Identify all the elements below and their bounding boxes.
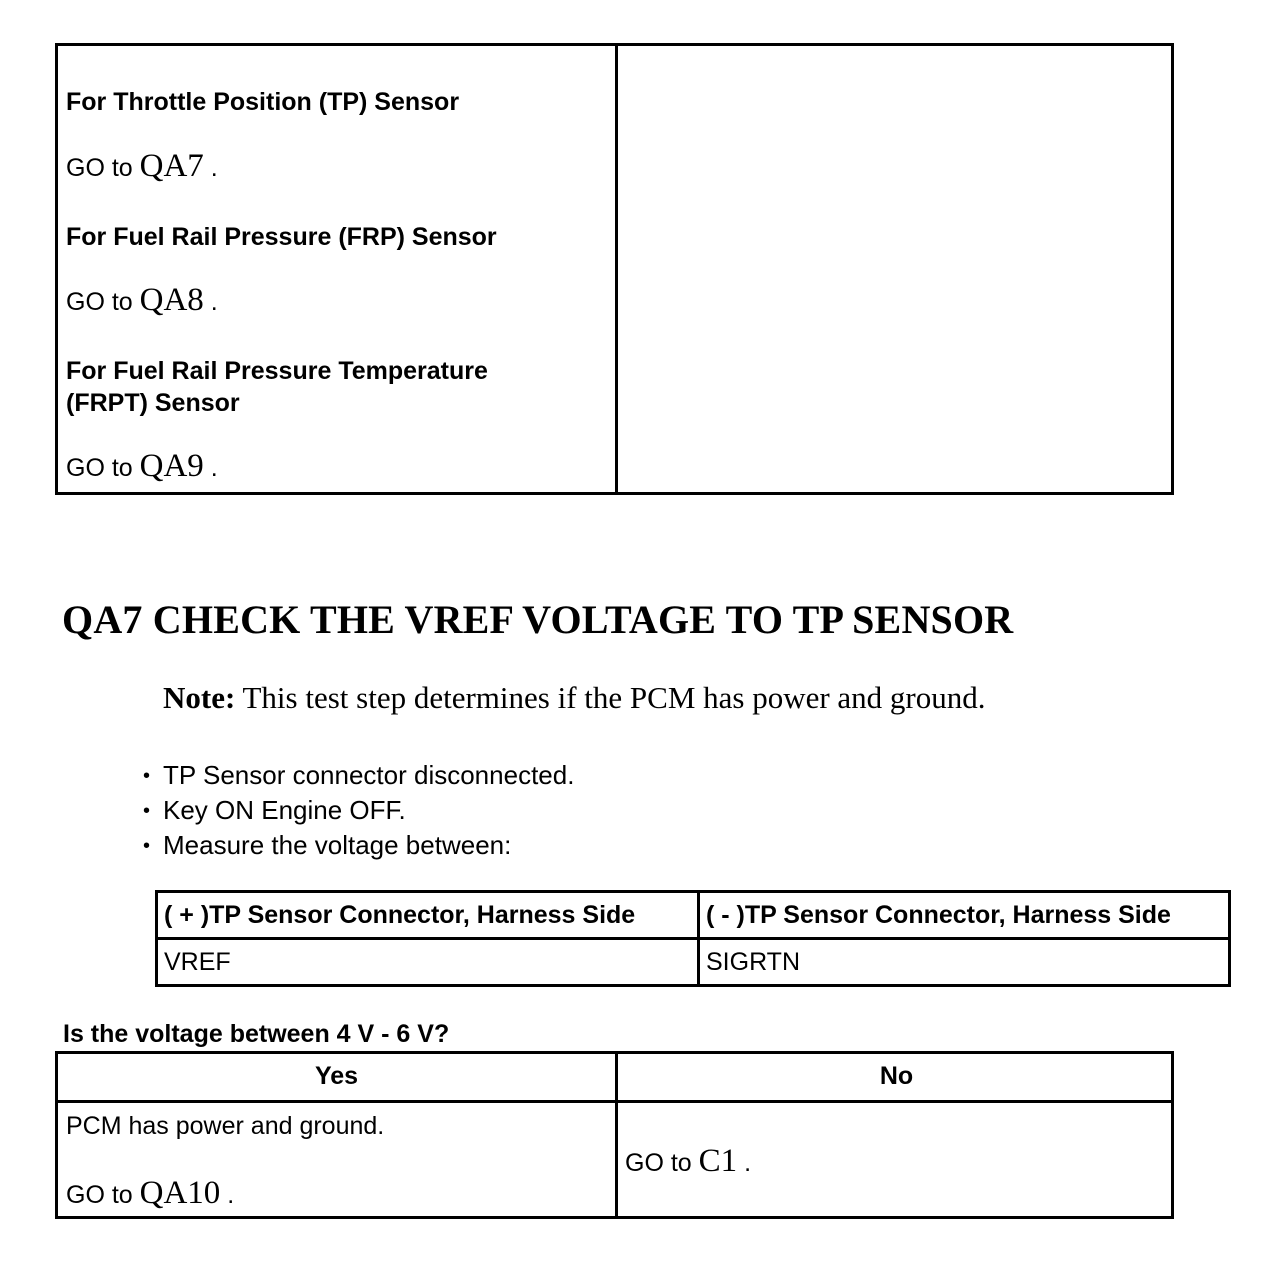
period: . xyxy=(210,288,218,316)
go-to-text: GO to xyxy=(625,1149,692,1177)
no-header: No xyxy=(879,1062,914,1090)
list-item-text: TP Sensor connector disconnected. xyxy=(163,760,575,790)
go-to-text: GO to xyxy=(66,154,133,182)
table-divider xyxy=(58,1100,1171,1103)
frpt-sensor-heading-line1: For Fuel Rail Pressure Temperature xyxy=(66,357,488,385)
yes-header: Yes xyxy=(314,1062,359,1090)
note-label: Note: xyxy=(163,680,236,715)
positive-connector-header: ( + )TP Sensor Connector, Harness Side xyxy=(157,892,699,939)
tp-go-to-line xyxy=(66,149,218,185)
frp-sensor-heading: For Fuel Rail Pressure (FRP) Sensor xyxy=(66,223,497,251)
measurement-table xyxy=(155,890,1231,987)
bullet-icon: • xyxy=(143,835,151,857)
period: . xyxy=(210,454,218,482)
note xyxy=(163,680,986,716)
section-heading: QA7 CHECK THE VREF VOLTAGE TO TP SENSOR xyxy=(62,597,1014,642)
list-item-text: Key ON Engine OFF. xyxy=(163,795,406,825)
negative-pin-cell: SIGRTN xyxy=(699,939,1230,986)
frpt-go-to-line xyxy=(66,449,218,485)
yes-no-table xyxy=(55,1051,1174,1219)
list-item-text: Measure the voltage between: xyxy=(163,830,512,860)
table-divider xyxy=(615,46,618,492)
positive-pin-cell: VREF xyxy=(157,939,699,986)
frpt-sensor-heading-line2: (FRPT) Sensor xyxy=(66,389,240,417)
c1-link[interactable]: C1 xyxy=(698,1143,738,1179)
period: . xyxy=(744,1149,752,1177)
period: . xyxy=(227,1181,235,1209)
procedure-list xyxy=(143,758,574,863)
go-to-text: GO to xyxy=(66,288,133,316)
qa10-link[interactable]: QA10 xyxy=(139,1175,221,1211)
sensor-selection-table xyxy=(55,43,1174,495)
go-to-text: GO to xyxy=(66,1181,133,1209)
bullet-icon: • xyxy=(143,800,151,822)
table-header-row xyxy=(157,892,1230,939)
qa9-link[interactable]: QA9 xyxy=(139,448,204,484)
period: . xyxy=(210,154,218,182)
negative-connector-header: ( - )TP Sensor Connector, Harness Side xyxy=(699,892,1230,939)
bullet-icon: • xyxy=(143,765,151,787)
list-item xyxy=(143,793,574,828)
no-go-to-line xyxy=(625,1144,751,1180)
qa8-link[interactable]: QA8 xyxy=(139,282,204,318)
list-item xyxy=(143,828,574,863)
list-item xyxy=(143,758,574,793)
note-text: This test step determines if the PCM has power and ground. xyxy=(235,680,986,715)
tp-sensor-heading: For Throttle Position (TP) Sensor xyxy=(66,88,460,116)
table-row xyxy=(157,939,1230,986)
go-to-text: GO to xyxy=(66,454,133,482)
frp-go-to-line xyxy=(66,283,218,319)
qa7-link[interactable]: QA7 xyxy=(139,148,204,184)
yes-go-to-line xyxy=(66,1176,234,1212)
yes-result-text: PCM has power and ground. xyxy=(66,1112,385,1140)
question-text: Is the voltage between 4 V - 6 V? xyxy=(63,1020,450,1048)
